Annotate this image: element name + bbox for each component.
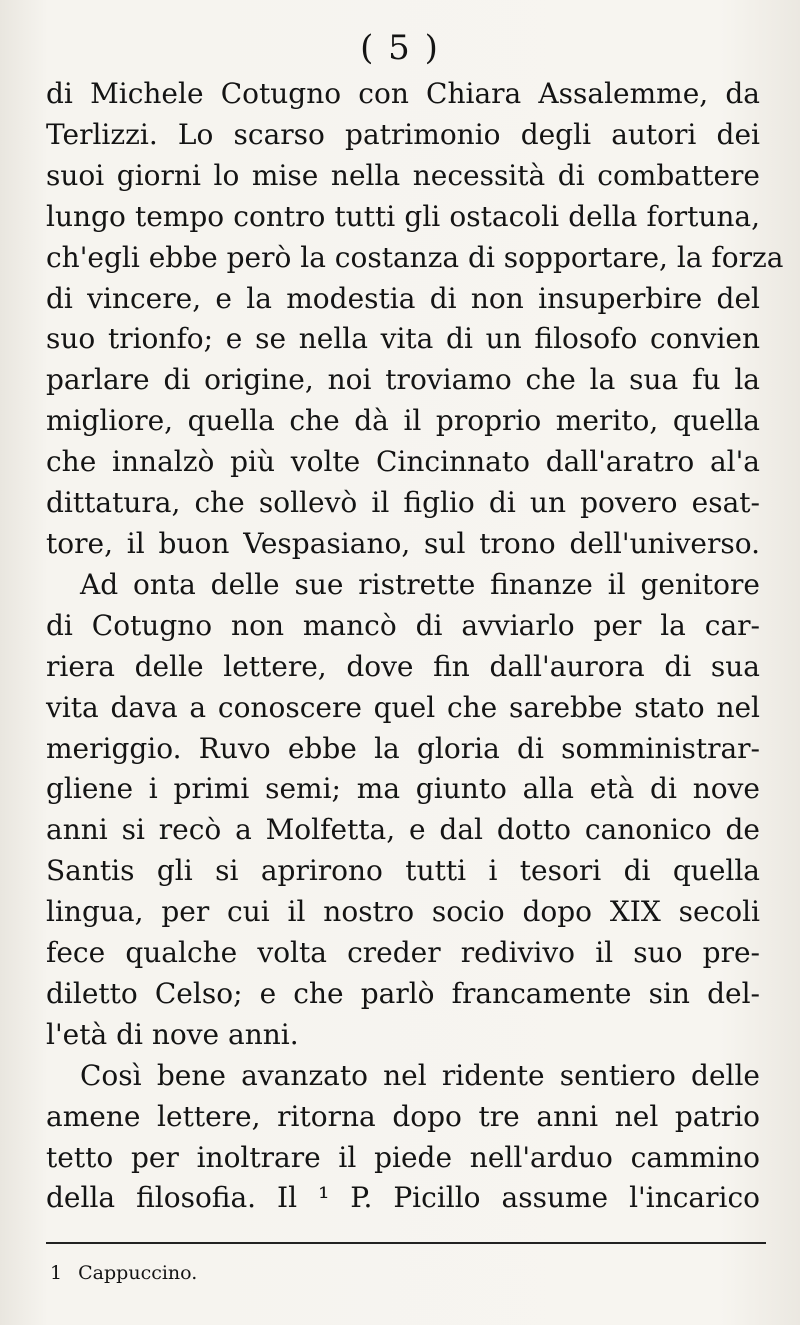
text-line: gliene i primi semi; ma giunto alla età di nove [46, 772, 760, 806]
body-text [46, 74, 784, 1219]
text-line: meriggio. Ruvo ebbe la gloria di somministrar- [46, 731, 760, 765]
text-line: migliore, quella che dà il proprio merito, quella [46, 404, 760, 438]
text-line: Terlizzi. Lo scarso patrimonio degli autori dei [46, 117, 760, 151]
text-line: dittatura, che sollevò il figlio di un povero esat- [46, 486, 760, 520]
text-line: che innalzò più volte Cincinnato dall'aratro al'a [46, 445, 760, 479]
text-line: Così bene avanzato nel ridente sentiero delle [80, 1058, 760, 1092]
text-line: l'età di nove anni. [46, 1017, 299, 1051]
paragraph [46, 74, 784, 565]
text-line: fece qualche volta creder redivivo il suo pre- [46, 936, 760, 970]
text-line: di Cotugno non mancò di avviarlo per la car- [46, 608, 760, 642]
text-line: della filosofia. Il ¹ P. Picillo assume l'incarico [46, 1181, 760, 1215]
text-line: Santis gli si aprirono tutti i tesori di quella [46, 854, 760, 888]
text-line: amene lettere, ritorna dopo tre anni nel patrio [46, 1099, 760, 1133]
footnote [50, 1262, 197, 1284]
footnote-rule [46, 1242, 766, 1244]
text-line: vita dava a conoscere quel che sarebbe stato nel [46, 690, 760, 724]
text-line: riera delle lettere, dove fin dall'aurora di sua [46, 649, 760, 683]
paragraph [46, 1056, 760, 1220]
text-line: anni si recò a Molfetta, e dal dotto canonico de [46, 813, 760, 847]
text-line: di Michele Cotugno con Chiara Assalemme, da [46, 77, 760, 110]
text-line: parlare di origine, noi troviamo che la sua fu la [46, 363, 760, 397]
paragraph [46, 565, 760, 1056]
text-line: suo trionfo; e se nella vita di un filosofo convien [46, 322, 760, 356]
page-number: ( 5 ) [360, 28, 440, 68]
text-line: suoi giorni lo mise nella necessità di combattere [46, 158, 760, 192]
text-line: di vincere, e la modestia di non insuperbire del [46, 281, 760, 315]
text-line: diletto Celso; e che parlò francamente sin del- [46, 976, 760, 1010]
text-line: tore, il buon Vespasiano, sul trono dell'universo. [46, 526, 760, 560]
text-line: Ad onta delle sue ristrette finanze il genitore [80, 567, 760, 601]
text-line: ch'egli ebbe però la costanza di sopportare, la forza [46, 240, 784, 274]
footnote-mark: 1 [50, 1262, 63, 1284]
footnote-text: Cappuccino. [78, 1262, 198, 1284]
text-line: tetto per inoltrare il piede nell'arduo cammino [46, 1140, 760, 1174]
text-line: lungo tempo contro tutti gli ostacoli della fortuna, [46, 199, 760, 233]
text-line: lingua, per cui il nostro socio dopo XIX secoli [46, 895, 760, 929]
